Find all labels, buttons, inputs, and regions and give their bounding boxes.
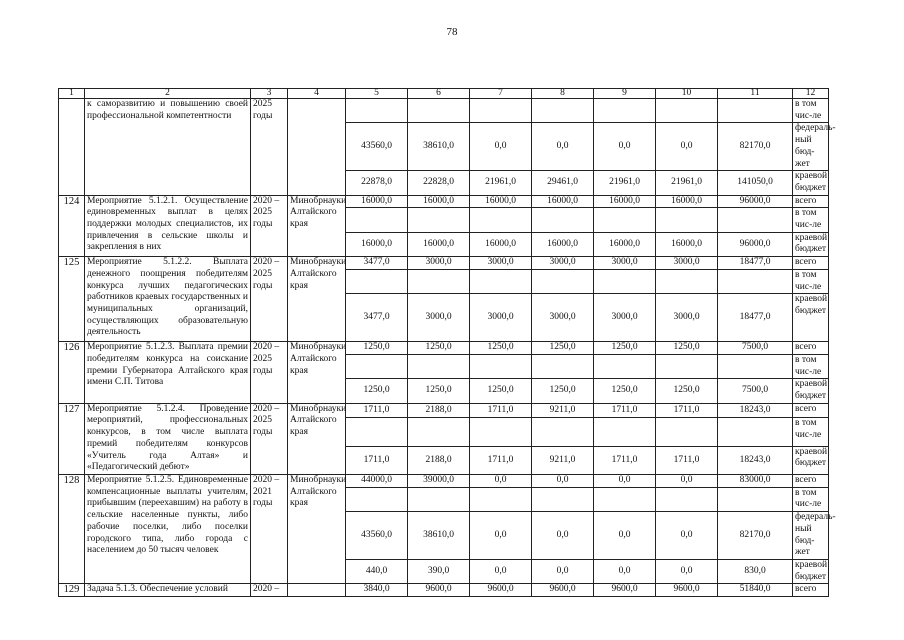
value-cell: 1250,0 — [346, 342, 408, 355]
value-cell: 18477,0 — [718, 257, 793, 270]
responsible-executor — [288, 584, 346, 597]
value-cell: 0,0 — [656, 123, 718, 171]
value-cell: 0,0 — [470, 559, 532, 583]
funding-source: всего — [793, 403, 829, 418]
value-cell — [346, 418, 408, 446]
value-cell: 9211,0 — [532, 446, 594, 474]
value-cell — [718, 208, 793, 232]
implementation-period: 2020 – — [251, 584, 288, 597]
value-cell — [408, 487, 470, 511]
value-cell: 0,0 — [656, 474, 718, 487]
value-cell: 0,0 — [656, 512, 718, 560]
value-cell — [470, 487, 532, 511]
value-cell: 39000,0 — [408, 474, 470, 487]
value-cell: 0,0 — [594, 559, 656, 583]
value-cell: 21961,0 — [594, 171, 656, 195]
value-cell: 16000,0 — [470, 232, 532, 256]
funding-source: в том чис-ле — [793, 99, 829, 123]
table-row — [59, 257, 829, 270]
column-header: 10 — [656, 89, 718, 99]
column-header: 2 — [85, 89, 251, 99]
table-row — [59, 403, 829, 418]
value-cell: 16000,0 — [532, 232, 594, 256]
value-cell: 16000,0 — [346, 195, 408, 208]
table-row — [59, 342, 829, 355]
value-cell: 3000,0 — [470, 257, 532, 270]
value-cell — [656, 354, 718, 378]
measure-description: Мероприятие 5.1.2.1. Осуществление единовременных выплат в целях поддержки молодых специалистов, их привлечения в сельские школы и закрепления в них — [85, 195, 251, 257]
value-cell: 96000,0 — [718, 232, 793, 256]
value-cell: 29461,0 — [532, 171, 594, 195]
table-body — [59, 99, 836, 597]
implementation-period: 2020 – 2025 годы — [251, 403, 288, 474]
value-cell — [408, 208, 470, 232]
funding-source: в том чис-ле — [793, 487, 829, 511]
value-cell: 82170,0 — [718, 512, 793, 560]
row-number: 125 — [59, 257, 85, 342]
value-cell: 9600,0 — [532, 584, 594, 597]
column-header: 7 — [470, 89, 532, 99]
value-cell: 141050,0 — [718, 171, 793, 195]
value-cell — [656, 99, 718, 123]
row-number: 129 — [59, 584, 85, 597]
funding-source: краевой бюджет — [793, 171, 829, 195]
value-cell: 21961,0 — [470, 171, 532, 195]
value-cell: 9600,0 — [470, 584, 532, 597]
column-header: 11 — [718, 89, 793, 99]
value-cell — [470, 269, 532, 293]
value-cell: 9600,0 — [594, 584, 656, 597]
value-cell: 0,0 — [532, 123, 594, 171]
value-cell: 9600,0 — [408, 584, 470, 597]
implementation-period: 2020 – 2025 годы — [251, 195, 288, 257]
measure-description: Мероприятие 5.1.2.5. Единовременные компенсационные выплаты учителям, прибывшим (переехавшим) на работу в сельские населенные пункты, либо рабочие поселки, либо поселки городского типа, либо города с населением до 50 тысяч человек — [85, 474, 251, 583]
value-cell: 16000,0 — [470, 195, 532, 208]
budget-table — [58, 88, 836, 597]
measure-description: Мероприятие 5.1.2.3. Выплата премии победителям конкурса на соискание премии Губернатора Алтайского края имени С.П. Титова — [85, 342, 251, 404]
funding-source: краевой бюджет — [793, 294, 829, 342]
value-cell: 1250,0 — [594, 342, 656, 355]
implementation-period: 2025 годы — [251, 99, 288, 196]
measure-description: Мероприятие 5.1.2.4. Проведение мероприятий, профессиональных конкурсов, в том числе выплата премий победителям конкурсов «Учитель года Алтая» и «Педагогический дебют» — [85, 403, 251, 474]
row-number: 128 — [59, 474, 85, 583]
responsible-executor: Минобрнауки Алтайского края — [288, 342, 346, 404]
value-cell: 1711,0 — [656, 446, 718, 474]
column-header: 4 — [288, 89, 346, 99]
value-cell: 82170,0 — [718, 123, 793, 171]
implementation-period: 2020 – 2025 годы — [251, 342, 288, 404]
column-header: 3 — [251, 89, 288, 99]
funding-source: федераль-ный бюд-жет — [793, 123, 829, 171]
value-cell — [532, 418, 594, 446]
value-cell: 1250,0 — [470, 379, 532, 403]
value-cell — [346, 269, 408, 293]
value-cell: 0,0 — [594, 474, 656, 487]
value-cell — [346, 208, 408, 232]
responsible-executor — [288, 99, 346, 196]
value-cell — [532, 487, 594, 511]
value-cell: 38610,0 — [408, 512, 470, 560]
value-cell: 43560,0 — [346, 123, 408, 171]
value-cell — [718, 99, 793, 123]
table-row — [59, 99, 829, 123]
value-cell — [718, 418, 793, 446]
table-row — [59, 195, 829, 208]
funding-source: всего — [793, 474, 829, 487]
funding-source: краевой бюджет — [793, 379, 829, 403]
value-cell: 0,0 — [470, 474, 532, 487]
value-cell: 1250,0 — [656, 379, 718, 403]
value-cell: 1250,0 — [532, 379, 594, 403]
value-cell: 16000,0 — [346, 232, 408, 256]
value-cell — [718, 354, 793, 378]
value-cell: 1250,0 — [408, 379, 470, 403]
value-cell: 16000,0 — [532, 195, 594, 208]
value-cell: 1250,0 — [594, 379, 656, 403]
value-cell — [408, 269, 470, 293]
value-cell — [718, 487, 793, 511]
value-cell: 440,0 — [346, 559, 408, 583]
row-number: 126 — [59, 342, 85, 404]
table-row — [59, 584, 829, 597]
value-cell — [594, 487, 656, 511]
column-header: 8 — [532, 89, 594, 99]
value-cell — [532, 208, 594, 232]
value-cell: 16000,0 — [656, 195, 718, 208]
value-cell — [656, 418, 718, 446]
value-cell: 16000,0 — [594, 232, 656, 256]
responsible-executor: Минобрнауки Алтайского края — [288, 403, 346, 474]
value-cell: 1711,0 — [470, 403, 532, 418]
value-cell: 1250,0 — [346, 379, 408, 403]
value-cell: 3840,0 — [346, 584, 408, 597]
measure-description: Задача 5.1.3. Обеспечение условий — [85, 584, 251, 597]
value-cell: 18243,0 — [718, 446, 793, 474]
page-number: 78 — [446, 26, 458, 38]
value-cell — [532, 269, 594, 293]
value-cell: 83000,0 — [718, 474, 793, 487]
value-cell: 3000,0 — [408, 294, 470, 342]
value-cell: 7500,0 — [718, 379, 793, 403]
value-cell: 3000,0 — [594, 257, 656, 270]
value-cell — [656, 487, 718, 511]
value-cell: 16000,0 — [408, 195, 470, 208]
value-cell: 0,0 — [470, 512, 532, 560]
value-cell: 18243,0 — [718, 403, 793, 418]
value-cell — [346, 354, 408, 378]
value-cell: 3000,0 — [656, 257, 718, 270]
responsible-executor: Минобрнауки Алтайского края — [288, 195, 346, 257]
funding-source: краевой бюджет — [793, 232, 829, 256]
value-cell — [346, 99, 408, 123]
value-cell — [470, 418, 532, 446]
value-cell: 1250,0 — [532, 342, 594, 355]
table-row — [59, 474, 829, 487]
funding-source: всего — [793, 584, 829, 597]
value-cell — [656, 208, 718, 232]
funding-source: краевой бюджет — [793, 559, 829, 583]
value-cell: 3000,0 — [408, 257, 470, 270]
value-cell: 1711,0 — [594, 403, 656, 418]
value-cell: 1711,0 — [656, 403, 718, 418]
funding-source: федераль-ный бюд-жет — [793, 512, 829, 560]
value-cell: 3477,0 — [346, 294, 408, 342]
value-cell: 2188,0 — [408, 446, 470, 474]
value-cell: 1250,0 — [656, 342, 718, 355]
funding-source: всего — [793, 342, 829, 355]
value-cell: 0,0 — [656, 559, 718, 583]
column-header: 12 — [793, 89, 829, 99]
value-cell — [594, 269, 656, 293]
value-cell: 1250,0 — [470, 342, 532, 355]
value-cell: 3000,0 — [656, 294, 718, 342]
value-cell: 22828,0 — [408, 171, 470, 195]
value-cell — [408, 354, 470, 378]
value-cell — [656, 269, 718, 293]
value-cell: 16000,0 — [594, 195, 656, 208]
value-cell — [470, 99, 532, 123]
row-number — [59, 99, 85, 196]
value-cell — [532, 354, 594, 378]
value-cell: 0,0 — [532, 559, 594, 583]
value-cell: 830,0 — [718, 559, 793, 583]
implementation-period: 2020 – 2025 годы — [251, 257, 288, 342]
column-header: 9 — [594, 89, 656, 99]
value-cell: 18477,0 — [718, 294, 793, 342]
funding-source: в том чис-ле — [793, 208, 829, 232]
value-cell — [594, 208, 656, 232]
funding-source: в том чис-ле — [793, 418, 829, 446]
value-cell — [470, 208, 532, 232]
value-cell: 1250,0 — [408, 342, 470, 355]
value-cell: 2188,0 — [408, 403, 470, 418]
column-header: 6 — [408, 89, 470, 99]
value-cell: 1711,0 — [594, 446, 656, 474]
value-cell: 96000,0 — [718, 195, 793, 208]
value-cell — [594, 354, 656, 378]
value-cell: 9600,0 — [656, 584, 718, 597]
value-cell: 43560,0 — [346, 512, 408, 560]
funding-source: в том чис-ле — [793, 269, 829, 293]
value-cell: 16000,0 — [408, 232, 470, 256]
value-cell: 0,0 — [532, 512, 594, 560]
value-cell: 0,0 — [532, 474, 594, 487]
funding-source: всего — [793, 195, 829, 208]
value-cell — [346, 487, 408, 511]
row-number: 127 — [59, 403, 85, 474]
value-cell — [594, 99, 656, 123]
value-cell: 16000,0 — [656, 232, 718, 256]
value-cell — [718, 269, 793, 293]
value-cell: 3000,0 — [532, 294, 594, 342]
value-cell: 22878,0 — [346, 171, 408, 195]
value-cell: 390,0 — [408, 559, 470, 583]
value-cell: 51840,0 — [718, 584, 793, 597]
value-cell — [408, 99, 470, 123]
value-cell: 1711,0 — [346, 446, 408, 474]
value-cell: 3477,0 — [346, 257, 408, 270]
value-cell: 7500,0 — [718, 342, 793, 355]
value-cell: 38610,0 — [408, 123, 470, 171]
value-cell — [408, 418, 470, 446]
funding-source: краевой бюджет — [793, 446, 829, 474]
responsible-executor: Минобрнауки Алтайского края — [288, 474, 346, 583]
value-cell: 44000,0 — [346, 474, 408, 487]
value-cell: 3000,0 — [470, 294, 532, 342]
value-cell: 0,0 — [594, 123, 656, 171]
measure-description: к саморазвитию и повышению своей профессиональной компетентности — [85, 99, 251, 196]
row-number: 124 — [59, 195, 85, 257]
value-cell — [532, 99, 594, 123]
value-cell: 0,0 — [594, 512, 656, 560]
column-header: 5 — [346, 89, 408, 99]
value-cell: 1711,0 — [470, 446, 532, 474]
value-cell — [470, 354, 532, 378]
implementation-period: 2020 – 2021 годы — [251, 474, 288, 583]
value-cell: 3000,0 — [532, 257, 594, 270]
funding-source: всего — [793, 257, 829, 270]
column-header-row — [59, 89, 829, 99]
value-cell: 9211,0 — [532, 403, 594, 418]
value-cell: 1711,0 — [346, 403, 408, 418]
value-cell — [594, 418, 656, 446]
value-cell: 0,0 — [470, 123, 532, 171]
funding-source: в том чис-ле — [793, 354, 829, 378]
measure-description: Мероприятие 5.1.2.2. Выплата денежного поощрения победителям конкурса лучших педагогических работников краевых государственных и муниципальных организаций, осуществляющих образовательную деятельность — [85, 257, 251, 342]
value-cell: 21961,0 — [656, 171, 718, 195]
value-cell: 3000,0 — [594, 294, 656, 342]
responsible-executor: Минобрнауки Алтайского края — [288, 257, 346, 342]
column-header: 1 — [59, 89, 85, 99]
